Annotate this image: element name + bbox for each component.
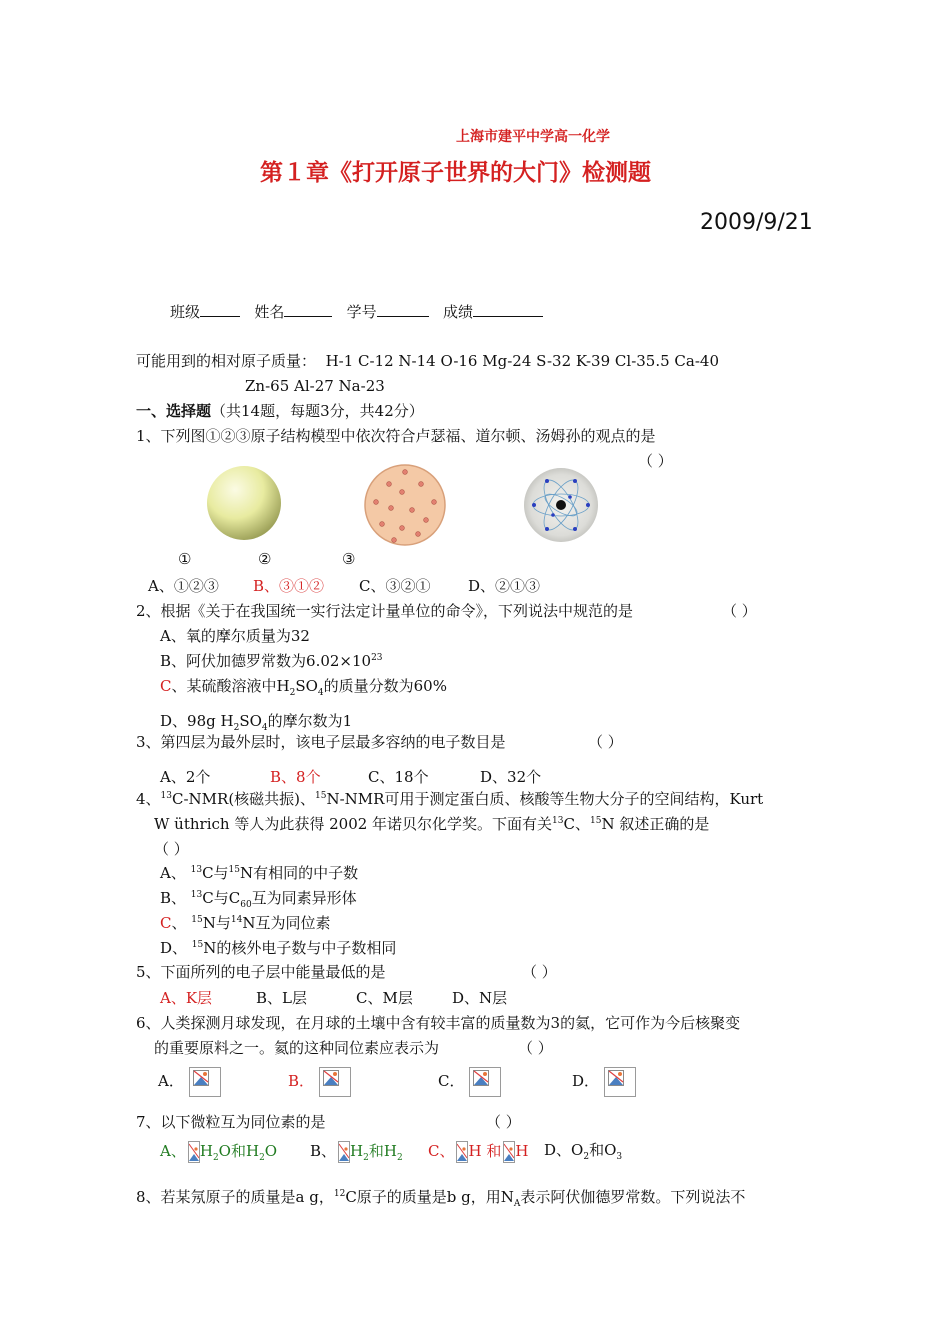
q6-stem-line1: 6、人类探测月球发现，在月球的土壤中含有较丰富的质量数为3的氦，它可作为今后核聚变 <box>136 1014 741 1032</box>
number-label: 学号 <box>346 303 377 321</box>
q4-option-b[interactable]: B、 $^{13}$C与$C_{60}$互为同素异形体 <box>160 889 357 910</box>
exam-date: 2009/9/21 <box>700 210 813 235</box>
sphere-model-image <box>200 462 290 544</box>
q1-option-b[interactable]: B、③①② <box>253 577 325 595</box>
q7-option-a[interactable]: A、 $H_2O$和$H_2O$ <box>160 1142 278 1163</box>
broken-image-icon <box>319 1067 351 1097</box>
q6-answer-paren: （ ） <box>518 1039 553 1057</box>
q4-stem-line1: 4、$^{13}$C-NMR(核磁共振)、$^{15}$N-NMR可用于测定蛋白质、核酸等生物大分子的空间结构，Kurt <box>136 790 764 808</box>
q4-answer-paren: （ ） <box>154 840 189 858</box>
q1-label-1: ① <box>178 550 192 568</box>
broken-image-icon <box>456 1141 468 1163</box>
q6-option-b[interactable]: B． <box>288 1067 351 1097</box>
q3-option-b[interactable]: B、8个 <box>270 768 321 786</box>
q4-stem-line2: W üthrich 等人为此获得 2002 年诺贝尔化学奖。下面有关$^{13}$C、$^{15}$N 叙述正确的是 <box>154 815 710 833</box>
q4-option-c[interactable]: C、 $^{15}$N与$^{14}$N互为同位素 <box>160 914 331 932</box>
class-blank[interactable] <box>200 302 240 317</box>
q3-stem: 3、第四层为最外层时，该电子层最多容纳的电子数目是 <box>136 733 506 751</box>
q3-option-c[interactable]: C、18个 <box>368 768 429 786</box>
nuclear-model-image <box>520 465 602 545</box>
q1-answer-paren: （ ） <box>638 452 673 470</box>
q1-option-c[interactable]: C、③②① <box>359 577 431 595</box>
broken-image-icon <box>503 1141 515 1163</box>
broken-image-icon <box>469 1067 501 1097</box>
score-label: 成绩 <box>442 303 473 321</box>
q7-option-b[interactable]: B、 $H_2$和$H_2$ <box>310 1142 403 1163</box>
q4-option-a[interactable]: A、 $^{13}$C与$^{15}$N有相同的中子数 <box>160 864 359 882</box>
name-blank[interactable] <box>284 302 332 317</box>
q8-stem: 8、若某氖原子的质量是a g，$^{12}$C原子的质量是b g，用$N_A$表示阿伏伽德罗常数。下列说法不 <box>136 1188 746 1209</box>
score-blank[interactable] <box>473 302 543 317</box>
q6-option-a[interactable]: A． <box>158 1067 221 1097</box>
q7-answer-paren: （ ） <box>486 1113 521 1131</box>
q5-answer-paren: （ ） <box>522 963 557 981</box>
q2-option-b[interactable]: B、阿伏加德罗常数为$6.02\times 10^{23}$ <box>160 652 383 670</box>
q2-option-a[interactable]: A、氧的摩尔质量为32 <box>160 627 310 645</box>
q5-stem: 5、下面所列的电子层中能量最低的是 <box>136 963 386 981</box>
q5-option-d[interactable]: D、N层 <box>452 989 508 1007</box>
name-label: 姓名 <box>254 303 285 321</box>
q5-option-c[interactable]: C、M层 <box>356 989 413 1007</box>
q3-option-a[interactable]: A、2个 <box>160 768 211 786</box>
q1-option-d[interactable]: D、②①③ <box>468 577 541 595</box>
broken-image-icon <box>338 1141 350 1163</box>
atomic-masses-line2: Zn-65 Al-27 Na-23 <box>245 377 385 395</box>
q6-stem-line2: 的重要原料之一。氦的这种同位素应表示为 <box>154 1039 440 1057</box>
q7-option-c[interactable]: C、 H 和 H <box>428 1141 528 1163</box>
atomic-masses-line1 <box>136 352 719 370</box>
number-blank[interactable] <box>377 302 429 317</box>
school-name: 上海市建平中学高一化学 <box>456 129 610 145</box>
q2-option-d[interactable]: D、98g $H_2SO_4$的摩尔数为1 <box>160 712 353 733</box>
plum-pudding-model-image <box>362 462 448 548</box>
q2-answer-paren: （ ） <box>722 602 757 620</box>
q6-option-d[interactable]: D． <box>572 1067 636 1097</box>
broken-image-icon <box>189 1067 221 1097</box>
section-heading <box>136 402 424 420</box>
class-label: 班级 <box>170 303 201 321</box>
section-note: （共14题，每题3分，共42分） <box>211 402 424 420</box>
q1-option-a[interactable]: A、①②③ <box>148 577 219 595</box>
q7-stem: 7、以下微粒互为同位素的是 <box>136 1113 326 1131</box>
q2-option-c[interactable]: C、某硫酸溶液中$H_2SO_4$的质量分数为60% <box>160 677 447 698</box>
broken-image-icon <box>188 1141 200 1163</box>
q7-option-d[interactable]: D、$O_2$和$O_3$ <box>544 1141 623 1162</box>
q3-option-d[interactable]: D、32个 <box>480 768 542 786</box>
q6-option-c[interactable]: C． <box>438 1067 501 1097</box>
q1-label-2: ② <box>258 550 272 568</box>
atomic-masses-label: 可能用到的相对原子质量： <box>136 352 317 370</box>
q4-option-d[interactable]: D、 $^{15}$N的核外电子数与中子数相同 <box>160 939 397 957</box>
q3-answer-paren: （ ） <box>588 733 623 751</box>
atomic-masses-values: H-1 C-12 N-14 O-16 Mg-24 S-32 K-39 Cl-35.5 Ca-40 <box>325 352 719 370</box>
q2-stem: 2、根据《关于在我国统一实行法定计量单位的命令》，下列说法中规范的是 <box>136 602 634 620</box>
broken-image-icon <box>604 1067 636 1097</box>
q5-option-a[interactable]: A、K层 <box>160 989 213 1007</box>
q1-label-3: ③ <box>342 550 356 568</box>
page-title: 第１章《打开原子世界的大门》检测题 <box>260 160 651 186</box>
q1-stem: 1、下列图①②③原子结构模型中依次符合卢瑟福、道尔顿、汤姆孙的观点的是 <box>136 427 656 445</box>
section-title: 一、选择题 <box>136 402 212 420</box>
q5-option-b[interactable]: B、L层 <box>256 989 307 1007</box>
student-info-line <box>170 302 543 321</box>
